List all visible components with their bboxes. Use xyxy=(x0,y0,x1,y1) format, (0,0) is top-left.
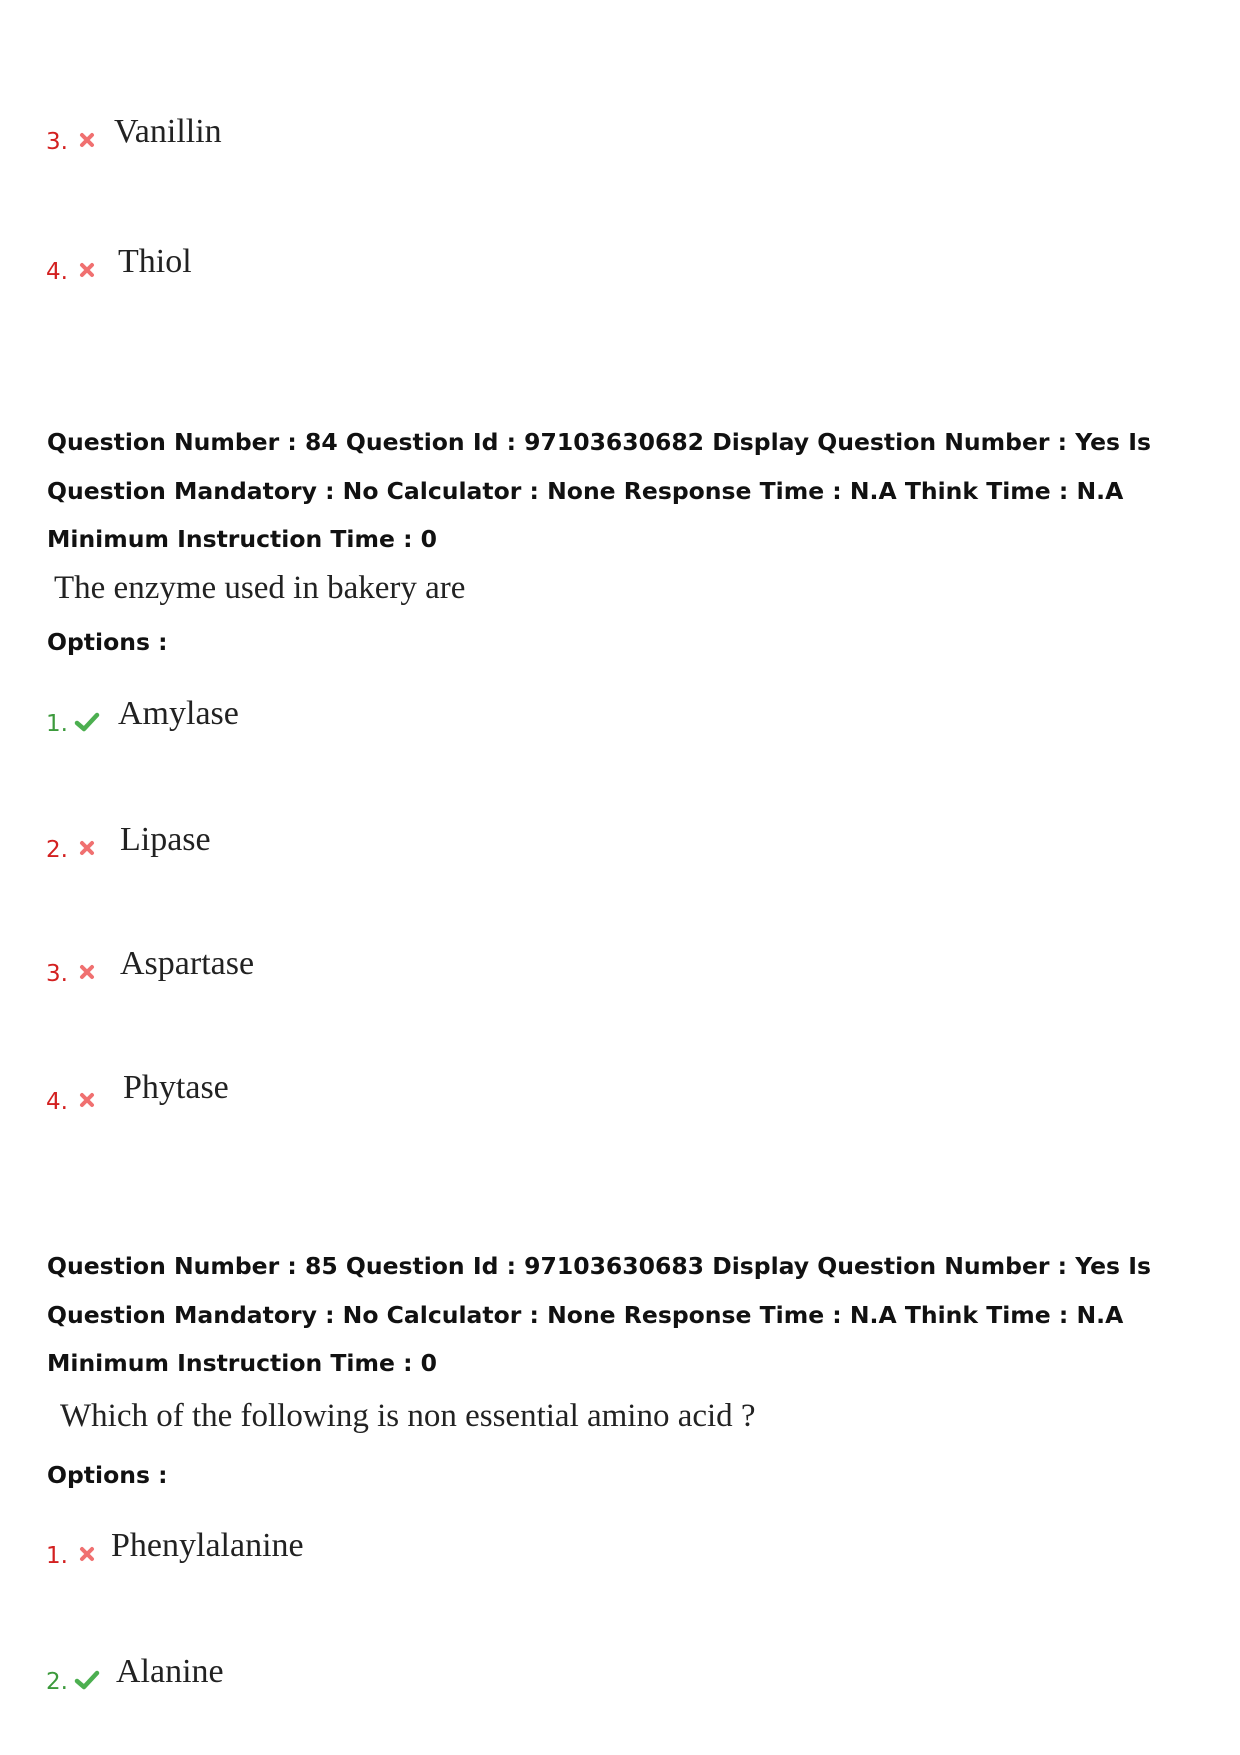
option-number: 2. xyxy=(46,837,68,863)
option-text: Lipase xyxy=(120,821,211,858)
question-text: The enzyme used in bakery are xyxy=(54,570,466,606)
check-icon xyxy=(74,1669,96,1691)
option-text: Aspartase xyxy=(120,945,255,982)
option-text: Thiol xyxy=(118,243,192,280)
option-number: 4. xyxy=(46,259,68,285)
option-text: Vanillin xyxy=(114,113,222,150)
option-number: 1. xyxy=(46,711,68,737)
question-meta: Question Number : 84 Question Id : 97103630682 Display Question Number : Yes Is Question Mandatory : No Calculator : None Response Time : N.A Think Time : N.A Minimum Instruction Time : 0 xyxy=(47,428,1151,553)
option-text: Alanine xyxy=(116,1653,224,1690)
cross-icon xyxy=(76,1089,98,1111)
cross-icon xyxy=(76,259,98,281)
options-label: Options : xyxy=(47,628,168,656)
option-text: Phytase xyxy=(123,1069,229,1106)
option-number: 2. xyxy=(46,1669,68,1695)
cross-icon xyxy=(76,961,98,983)
option-number: 3. xyxy=(46,961,68,987)
check-icon xyxy=(74,711,96,733)
option-number: 4. xyxy=(46,1089,68,1115)
cross-icon xyxy=(76,1543,98,1565)
option-text: Phenylalanine xyxy=(111,1527,304,1564)
question-meta: Question Number : 85 Question Id : 97103630683 Display Question Number : Yes Is Question Mandatory : No Calculator : None Response Time : N.A Think Time : N.A Minimum Instruction Time : 0 xyxy=(47,1252,1151,1377)
option-number: 3. xyxy=(46,129,68,155)
option-number: 1. xyxy=(46,1543,68,1569)
option-text: Amylase xyxy=(118,695,239,732)
options-label: Options : xyxy=(47,1461,168,1489)
cross-icon xyxy=(76,837,98,859)
question-text: Which of the following is non essential amino acid ? xyxy=(60,1398,756,1434)
cross-icon xyxy=(76,129,98,151)
